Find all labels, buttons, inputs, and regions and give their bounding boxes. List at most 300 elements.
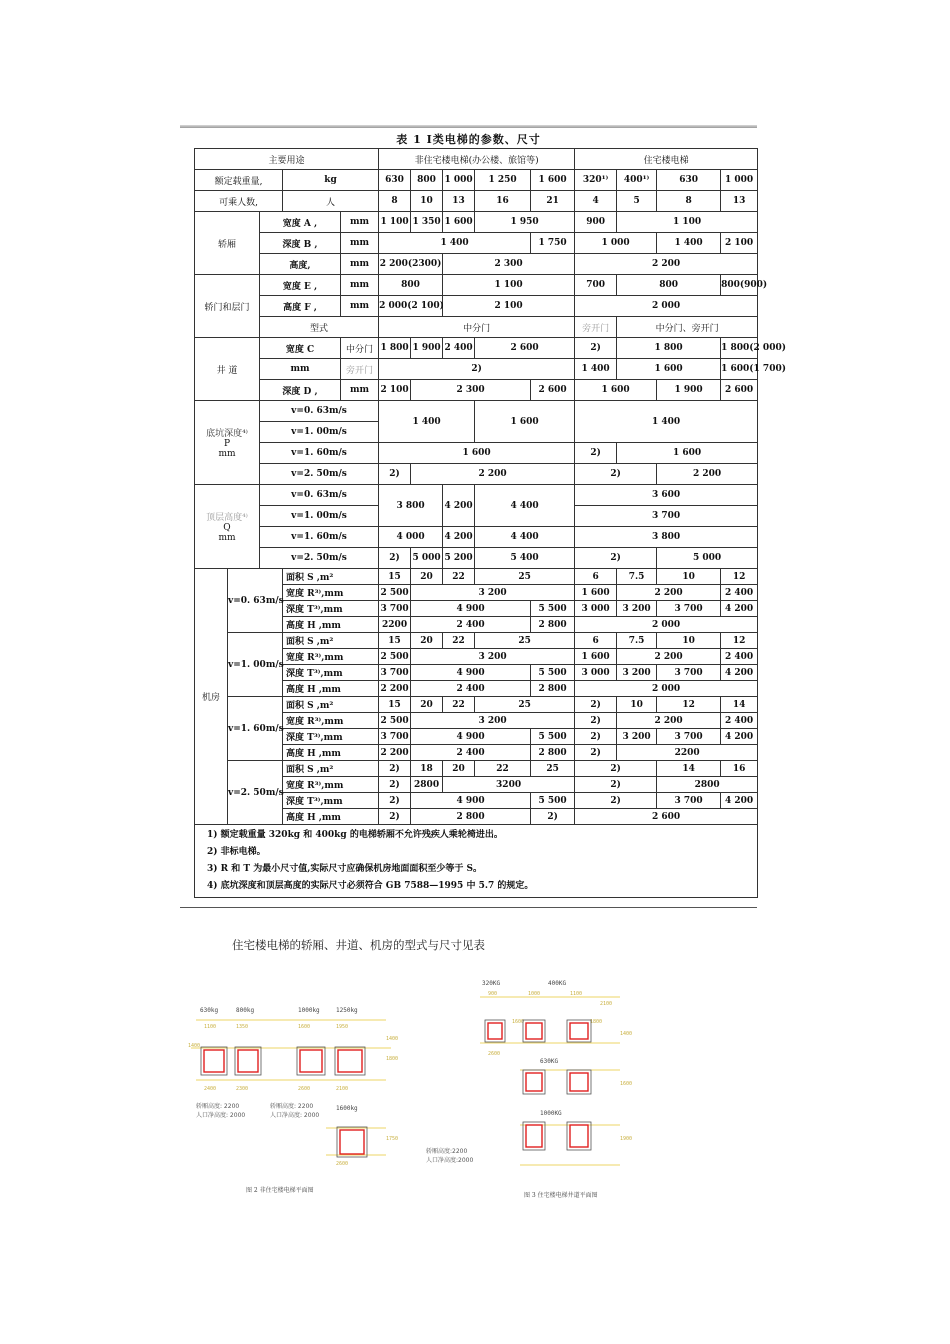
table-cell: v=1. 00m/s [228,633,283,697]
table-cell: 深度 T³⁾,mm [283,729,379,745]
top-row-4 [195,548,758,569]
table-cell: 8 [379,191,411,212]
table-cell: 轿门和层门 [195,275,260,338]
table-cell: 4 200 [721,601,758,617]
table-cell: 2 400 [443,338,475,359]
table-cell: 2 500 [379,585,411,601]
table-cell: mm [341,296,379,317]
table-cell: 2 200 [379,681,411,697]
table-cell: 3 200 [411,649,575,665]
fig3-load-label: 630KG [540,1058,559,1065]
table-cell: v=1. 00m/s [260,506,379,527]
table-cell: 2 500 [379,649,411,665]
table-cell: 2 200 [657,464,758,485]
svg-text:1400: 1400 [188,1043,201,1049]
table-cell: 深度 B , [260,233,341,254]
machine-row [195,569,758,585]
table-cell: 1 900 [411,338,443,359]
table-cell: 4 200 [721,665,758,681]
table-cell: 轿厢 [195,212,260,275]
table-cell: 2) [379,464,411,485]
table-cell: 1 350 [411,212,443,233]
table-cell: 4 [575,191,617,212]
table-cell: 15 [379,697,411,713]
table-cell: 中分门、旁开门 [617,317,758,338]
table-cell: 面积 S ,m² [283,761,379,777]
table-cell: 3 700 [379,601,411,617]
svg-text:1100: 1100 [570,991,583,997]
table-cell: 1 600 [379,443,575,464]
table-cell: 20 [411,697,443,713]
table-cell: 主要用途 [195,149,379,170]
table-cell: 2 100 [443,296,575,317]
table-cell: 2) [575,338,617,359]
table-cell: 2) [575,713,617,729]
table-cell: 18 [411,761,443,777]
machine-row [195,633,758,649]
svg-text:人口净高度:2000: 人口净高度:2000 [426,1157,474,1164]
svg-text:1400: 1400 [386,1036,399,1042]
table-cell: 3 000 [575,601,617,617]
table-cell: 2 000 [575,617,758,633]
table-cell: 2) [379,548,411,569]
svg-text:1950: 1950 [336,1024,349,1030]
table-cell: 630 [657,170,721,191]
pit-row-4 [195,464,758,485]
table-cell: 25 [475,697,575,713]
top-label: 顶层高度⁴⁾ Q mm [195,485,260,569]
table-cell: 高度 H ,mm [283,809,379,825]
svg-text:1750: 1750 [386,1136,399,1142]
table-cell: 800 [379,275,443,296]
table-cell: 1 100 [617,212,758,233]
bottom-rule [180,907,757,908]
table-cell: 2 300 [443,254,575,275]
table-cell: v=2. 50m/s [260,464,379,485]
table-cell: 800 [617,275,721,296]
table-cell: 2 100 [379,380,411,401]
table-cell: 1 000 [721,170,758,191]
table-cell: 1 600 [443,212,475,233]
table-cell: 3 700 [379,665,411,681]
table-title: 表 1 I类电梯的参数、尺寸 [396,133,541,146]
svg-text:轿厢高度: 2200: 轿厢高度: 2200 [270,1103,314,1110]
table-cell: 2) [575,777,657,793]
table-cell: 1 400 [657,233,721,254]
table-cell: 2 800 [411,809,531,825]
table-cell: 人 [283,191,379,212]
table-cell: 8 [657,191,721,212]
table-cell: 3 700 [657,793,721,809]
figure-3 [420,975,650,1205]
fig3-load-label: 400KG [548,980,567,987]
table-cell: 2 200 [617,649,721,665]
table-cell: 1 750 [531,233,575,254]
table-cell: 4 900 [411,793,531,809]
table-cell: 3 200 [617,601,657,617]
table-cell: 1 600 [617,443,758,464]
table-cell: 2 400 [411,681,531,697]
table-cell: 10 [657,633,721,649]
table-cell: 5 200 [443,548,475,569]
table-cell: 1 400 [379,233,531,254]
pit-row-3 [195,443,758,464]
table-cell: 高度, [260,254,341,275]
table-cell: 1 600 [575,649,617,665]
table-cell: 5 400 [475,548,575,569]
table-cell: 非住宅楼电梯(办公楼、旅馆等) [379,149,575,170]
table-cell: 深度 D , [260,380,341,401]
table-cell: v=0. 63m/s [228,569,283,633]
table-cell: 2 400 [411,617,531,633]
table-cell: 400¹⁾ [617,170,657,191]
table-cell: mm [341,380,379,401]
table-cell: 12 [657,697,721,713]
pit-label: 底坑深度⁴⁾ P mm [195,401,260,485]
svg-text:1900: 1900 [620,1136,633,1142]
table-cell: 2 200 [575,254,758,275]
table-cell: 2) [531,809,575,825]
car-depth-row [195,233,758,254]
table-cell: 高度 H ,mm [283,617,379,633]
table-cell: 20 [411,569,443,585]
table-cell: 320¹⁾ [575,170,617,191]
table-cell: 2200 [379,617,411,633]
svg-text:2400: 2400 [204,1086,217,1092]
table-cell: 1 000 [575,233,657,254]
table-cell: 面积 S ,m² [283,633,379,649]
table-cell: 20 [443,761,475,777]
car-width-row [195,212,758,233]
svg-text:1800: 1800 [590,1019,603,1025]
table-cell: 1 400 [575,401,758,443]
table-cell: 25 [475,633,575,649]
table-cell: 宽度 C [260,338,341,359]
fig2-load-label: 800kg [236,1007,255,1014]
table-cell: 宽度 R³⁾,mm [283,713,379,729]
table-cell: 4 400 [475,527,575,548]
table-cell: 1 800 [617,338,721,359]
table-cell: 13 [721,191,758,212]
table-cell: 型式 [260,317,379,338]
table-cell: 宽度 R³⁾,mm [283,585,379,601]
table-cell: 10 [617,697,657,713]
table-cell: 800 [411,170,443,191]
svg-text:1400: 1400 [620,1031,633,1037]
table-cell: 3 800 [575,527,758,548]
table-cell: 2 600 [575,809,758,825]
table-cell: 800(900) [721,275,758,296]
svg-text:2600: 2600 [488,1051,501,1057]
table-cell: 2 200 [617,585,721,601]
table-cell: 900 [575,212,617,233]
table-cell: 25 [475,569,575,585]
table-cell: 6 [575,569,617,585]
table-cell: v=2. 50m/s [228,761,283,825]
car-outlines [204,1050,364,1154]
table-cell: 中分门 [341,338,379,359]
table-cell: 2) [379,793,411,809]
table-cell: 1 100 [379,212,411,233]
table-cell: 2 100 [721,233,758,254]
table-cell: 3 200 [411,585,575,601]
table-cell: 10 [411,191,443,212]
table-notes: 1) 额定载重量 320kg 和 400kg 的电梯轿厢不允许残疾人乘轮椅进出。 2) 非标电梯。 3) R 和 T 为最小尺寸值,实际尺寸应确保机房地面面积至少等于 S。 4) 底坑深度和顶层高度的实际尺寸必须符合 GB 7588—1995 中 5.7 的规定。 [195,825,758,898]
table-cell: 3 600 [575,485,758,506]
figure-2-drawing [186,1000,416,1200]
fig2-load-label: 630kg [200,1007,219,1014]
car-height-row [195,254,758,275]
car-outlines [488,1023,588,1147]
svg-text:2100: 2100 [336,1086,349,1092]
table-cell: 5 500 [531,793,575,809]
table-cell: 4 900 [411,601,531,617]
table-cell: v=1. 60m/s [260,443,379,464]
table-cell: v=1. 00m/s [260,422,379,443]
table-cell: mm [341,254,379,275]
svg-text:1100: 1100 [204,1024,217,1030]
table-cell: 2) [379,359,575,380]
svg-text:2300: 2300 [236,1086,249,1092]
table-cell: 5 [617,191,657,212]
table-cell: 住宅楼电梯 [575,149,758,170]
table-cell: 16 [721,761,758,777]
table-cell: 深度 T³⁾,mm [283,665,379,681]
top-row-3 [195,527,758,548]
table-cell: 2) [575,793,657,809]
table-cell: 5 000 [411,548,443,569]
table-cell: 12 [721,633,758,649]
table-cell: 1 400 [379,401,475,443]
table-cell: 2) [575,548,657,569]
notes-row [195,825,758,898]
figure-2 [186,1000,416,1200]
table-cell: 2) [575,697,617,713]
table-cell: 21 [531,191,575,212]
table-cell: 4 200 [443,485,475,527]
table-cell: 2 400 [721,585,758,601]
table-cell: 7.5 [617,633,657,649]
svg-text:1600: 1600 [298,1024,311,1030]
table-cell: 3 700 [657,601,721,617]
table-cell: 1 600(1 700) [721,359,758,380]
table-cell: 1 900 [657,380,721,401]
svg-text:900: 900 [488,991,498,997]
table-cell: 4 400 [475,485,575,527]
table-cell: 1 800(2 000) [721,338,758,359]
table-cell: 面积 S ,m² [283,569,379,585]
table-cell: mm [260,359,341,380]
table-cell: 4 200 [721,729,758,745]
table-cell: 深度 T³⁾,mm [283,793,379,809]
table-cell: 中分门 [379,317,575,338]
table-cell: 5 500 [531,601,575,617]
table-cell: 2 600 [475,338,575,359]
svg-text:2600: 2600 [298,1086,311,1092]
table-cell: 高度 F , [260,296,341,317]
table-cell: 2) [575,443,617,464]
table-cell: 高度 H ,mm [283,745,379,761]
figure-3-drawing [420,975,650,1205]
table-cell: 1 600 [575,380,657,401]
table-cell: 22 [443,633,475,649]
table-cell: 2 800 [531,681,575,697]
load-row [195,170,758,191]
fig2-load-label: 1000kg [298,1007,320,1014]
svg-text:人口净高度: 2000: 人口净高度: 2000 [196,1112,246,1119]
table-cell: 1 950 [475,212,575,233]
table-cell: 2 200 [411,464,575,485]
table-cell: 1 600 [475,401,575,443]
figure-3-label: 图 3 住宅楼电梯井道平面图 [524,1192,598,1199]
table-cell: mm [341,212,379,233]
table-cell: 700 [575,275,617,296]
table-cell: 7.5 [617,569,657,585]
table-cell: 旁开门 [575,317,617,338]
table-cell: 20 [411,633,443,649]
table-cell: 1 400 [575,359,617,380]
door-height-row [195,296,758,317]
table-cell: 1 600 [617,359,721,380]
table-cell: 15 [379,569,411,585]
door-type-row [195,317,758,338]
svg-text:1000: 1000 [528,991,541,997]
shaft-center-row [195,338,758,359]
table-cell: 3 700 [657,729,721,745]
table-cell: 2 000 [575,681,758,697]
table-cell: 3 000 [575,665,617,681]
table-cell: 深度 T³⁾,mm [283,601,379,617]
shaft-depth-row [195,380,758,401]
table-cell: kg [283,170,379,191]
table-cell: 1 600 [575,585,617,601]
door-width-row [195,275,758,296]
table-cell: 14 [657,761,721,777]
table-cell: 1 000 [443,170,475,191]
table-cell: 面积 S ,m² [283,697,379,713]
table-cell: 2 400 [411,745,531,761]
table-cell: 2 400 [721,713,758,729]
table-cell: v=0. 63m/s [260,485,379,506]
table-cell: 2 000(2 100) [379,296,443,317]
table-cell: 旁开门 [341,359,379,380]
shaft-side-row [195,359,758,380]
table-cell: 22 [443,697,475,713]
table-cell: 2 800 [531,745,575,761]
table-cell: 16 [475,191,531,212]
table-cell: 1 250 [475,170,531,191]
spec-table [194,148,786,898]
svg-text:2600: 2600 [336,1161,349,1167]
table-cell: 2 300 [411,380,531,401]
top-row-1 [195,485,758,506]
pit-row-1 [195,401,758,422]
table-cell: 5 000 [657,548,758,569]
svg-text:轿厢高度:2200: 轿厢高度:2200 [426,1148,468,1155]
fig2-load-label: 1600kg [336,1105,358,1112]
table-cell: 井 道 [195,338,260,401]
machine-row [195,761,758,777]
persons-row [195,191,758,212]
table-cell: 10 [657,569,721,585]
table-cell: 2) [379,761,411,777]
table-cell: 宽度 E , [260,275,341,296]
table-cell: 4 900 [411,729,531,745]
table-cell: 2) [575,464,657,485]
table-cell: 宽度 R³⁾,mm [283,777,379,793]
svg-text:人口净高度: 2000: 人口净高度: 2000 [270,1112,320,1119]
table-cell: 13 [443,191,475,212]
table-cell: 2 200 [379,745,411,761]
table-cell: 可乘人数, [195,191,283,212]
table-cell: 2 600 [531,380,575,401]
table-cell: 3 700 [379,729,411,745]
table-cell: 3200 [443,777,575,793]
table-cell: 2 600 [721,380,758,401]
top-rule [180,125,757,128]
table-cell: 2 800 [531,617,575,633]
table-cell: 2200 [617,745,758,761]
svg-text:轿厢高度: 2200: 轿厢高度: 2200 [196,1103,240,1110]
table-cell: 2 200(2300) [379,254,443,275]
svg-text:2100: 2100 [600,1001,613,1007]
table-cell: 1 100 [443,275,575,296]
figure-2-label: 图 2 非住宅楼电梯平面图 [246,1187,314,1194]
table-cell: 2 200 [617,713,721,729]
section-caption: 住宅楼电梯的轿厢、井道、机房的型式与尺寸见表 [232,938,485,952]
table-cell: 630 [379,170,411,191]
svg-text:1800: 1800 [386,1056,399,1062]
table-cell: 15 [379,633,411,649]
table-cell: 5 500 [531,729,575,745]
table-cell: 4 200 [443,527,475,548]
table-cell: mm [341,275,379,296]
table-cell: 2 500 [379,713,411,729]
svg-text:1600: 1600 [620,1081,633,1087]
table-cell: v=0. 63m/s [260,401,379,422]
fig3-load-label: 320KG [482,980,501,987]
table-cell: 2 400 [721,649,758,665]
table-cell: 3 800 [379,485,443,527]
table-cell: 2800 [657,777,758,793]
table-cell: 3 200 [617,729,657,745]
table-cell: 宽度 R³⁾,mm [283,649,379,665]
svg-text:1350: 1350 [236,1024,249,1030]
table-cell: 机房 [195,569,228,825]
table-cell: 2) [575,761,657,777]
table-cell: 4 900 [411,665,531,681]
table-cell: 高度 H ,mm [283,681,379,697]
svg-text:1600: 1600 [512,1019,525,1025]
table-cell: 3 700 [657,665,721,681]
table-cell: 2) [575,729,617,745]
machine-row [195,697,758,713]
table-cell: 2) [575,745,617,761]
fig3-load-label: 1000KG [540,1110,562,1117]
table-cell: v=1. 60m/s [228,697,283,761]
table-cell: 3 200 [411,713,575,729]
table-cell: mm [341,233,379,254]
table-cell: 5 500 [531,665,575,681]
table-cell: 2800 [411,777,443,793]
table-cell: 4 200 [721,793,758,809]
table-cell: 2 000 [575,296,758,317]
fig2-load-label: 1250kg [336,1007,358,1014]
table-cell: 2) [379,809,411,825]
table-cell: 宽度 A , [260,212,341,233]
table-cell: 2) [379,777,411,793]
table-cell: 22 [443,569,475,585]
